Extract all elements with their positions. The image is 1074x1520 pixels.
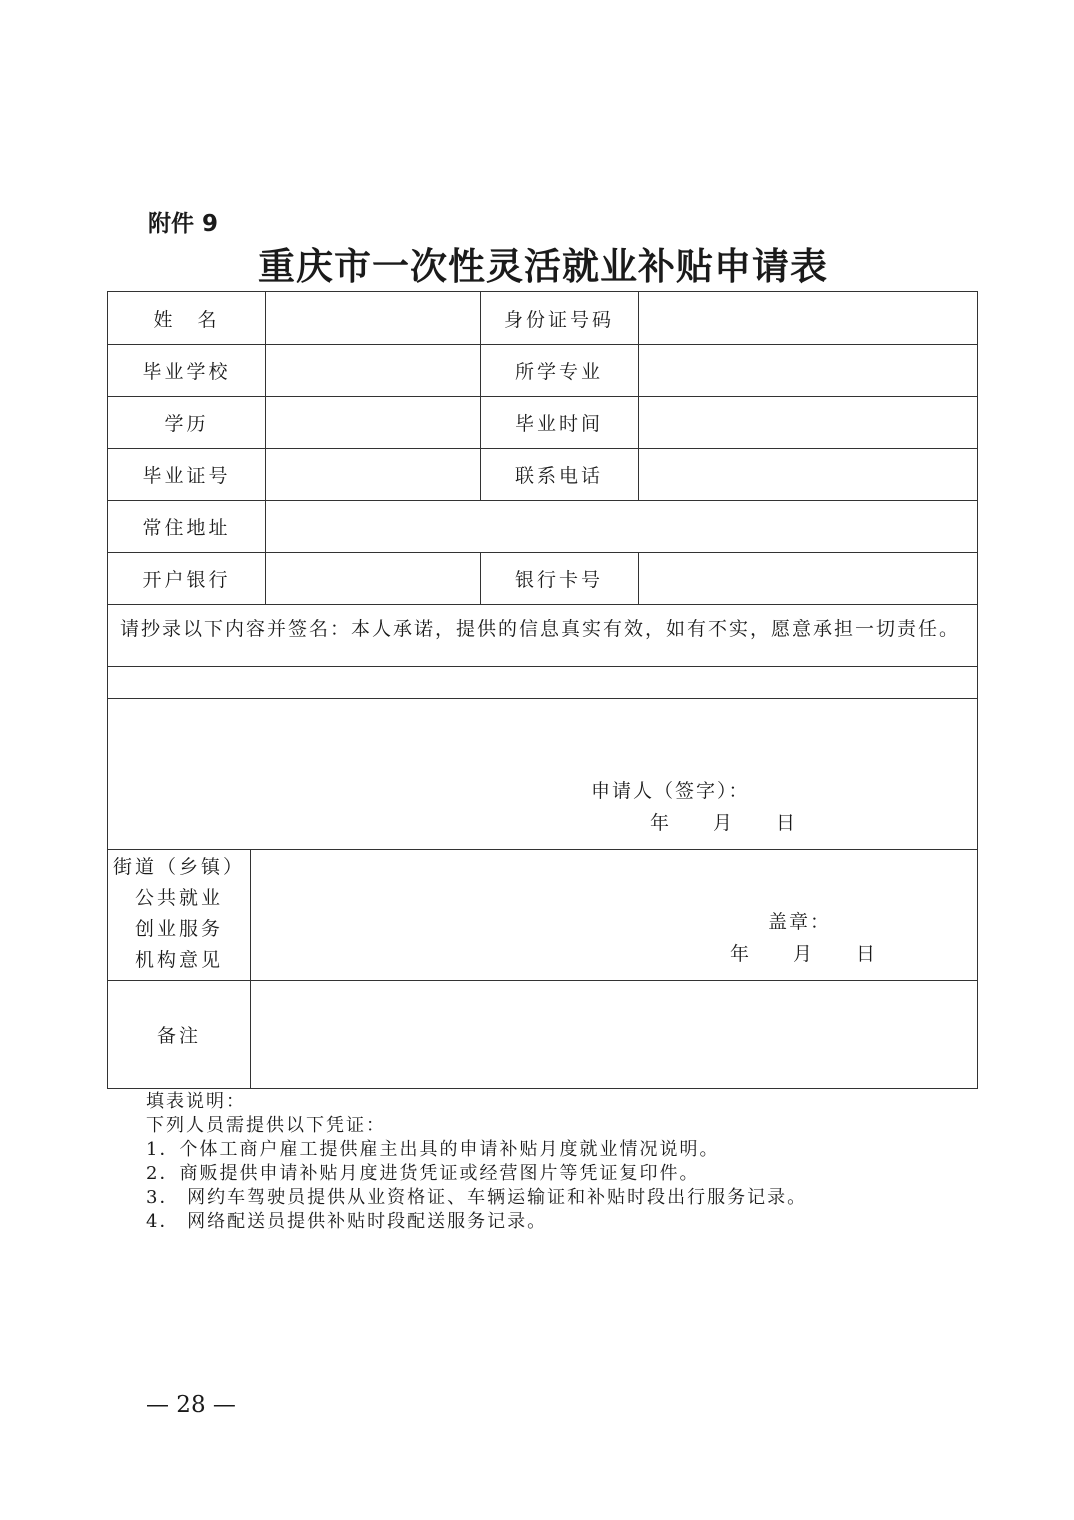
card-number-label: 银行卡号 [514,568,603,591]
form-title: 重庆市一次性灵活就业补贴申请表 [258,244,828,288]
agency-label-line: 创业服务 [134,918,223,940]
id-number-field[interactable] [639,292,977,344]
notes-item: 1．个体工商户雇工提供雇主出具的申请补贴月度就业情况说明。 [146,1139,720,1160]
major-label: 所学专业 [514,360,603,383]
notes-item: 4． 网络配送员提供补贴时段配送服务记录。 [146,1211,548,1232]
phone-label: 联系电话 [514,464,603,487]
agency-opinion-label [108,849,250,979]
education-field[interactable] [266,396,480,448]
attachment-label: 附件 9 [148,211,219,237]
page-number: — 28 — [146,1392,236,1418]
graduation-time-label: 毕业时间 [514,412,603,435]
notes-intro: 下列人员需提供以下凭证： [146,1115,386,1136]
remarks-field[interactable] [251,981,977,1088]
school-field[interactable] [266,344,480,396]
row-divider [108,604,977,605]
education-label: 学历 [164,412,209,435]
name-field[interactable] [266,292,480,344]
remarks-label: 备注 [156,1024,201,1047]
name-label: 姓 名 [153,308,220,331]
notes-heading: 填表说明： [146,1091,246,1112]
agency-label-line: 公共就业 [134,887,223,909]
address-label: 常住地址 [142,516,231,539]
applicant-signature-label: 申请人（签字）： [591,780,750,802]
bank-label: 开户银行 [142,568,231,591]
notes-item: 3． 网约车驾驶员提供从业资格证、车辆运输证和补贴时段出行服务记录。 [146,1187,808,1208]
application-form-table [107,291,978,1089]
applicant-date: 年 月 日 [650,812,798,834]
phone-field[interactable] [639,448,977,500]
agency-label-line: 机构意见 [134,949,223,971]
card-number-field[interactable] [639,552,977,604]
major-field[interactable] [639,344,977,396]
certificate-number-label: 毕业证号 [142,464,231,487]
graduation-time-field[interactable] [639,396,977,448]
pledge-copy-field[interactable] [108,667,977,698]
certificate-number-field[interactable] [266,448,480,500]
bank-field[interactable] [266,552,480,604]
notes-item: 2．商贩提供申请补贴月度进货凭证或经营图片等凭证复印件。 [146,1163,700,1184]
seal-label: 盖章： [768,911,832,933]
row-divider [108,698,977,699]
agency-date: 年 月 日 [730,943,878,965]
pledge-instruction: 请抄录以下内容并签名：本人承诺，提供的信息真实有效，如有不实，愿意承担一切责任。 [120,618,961,640]
agency-label-line: 街道（乡镇） [112,856,245,878]
school-label: 毕业学校 [142,360,231,383]
id-number-label: 身份证号码 [503,308,614,331]
address-field[interactable] [266,500,977,552]
filling-instructions [146,1090,807,1234]
